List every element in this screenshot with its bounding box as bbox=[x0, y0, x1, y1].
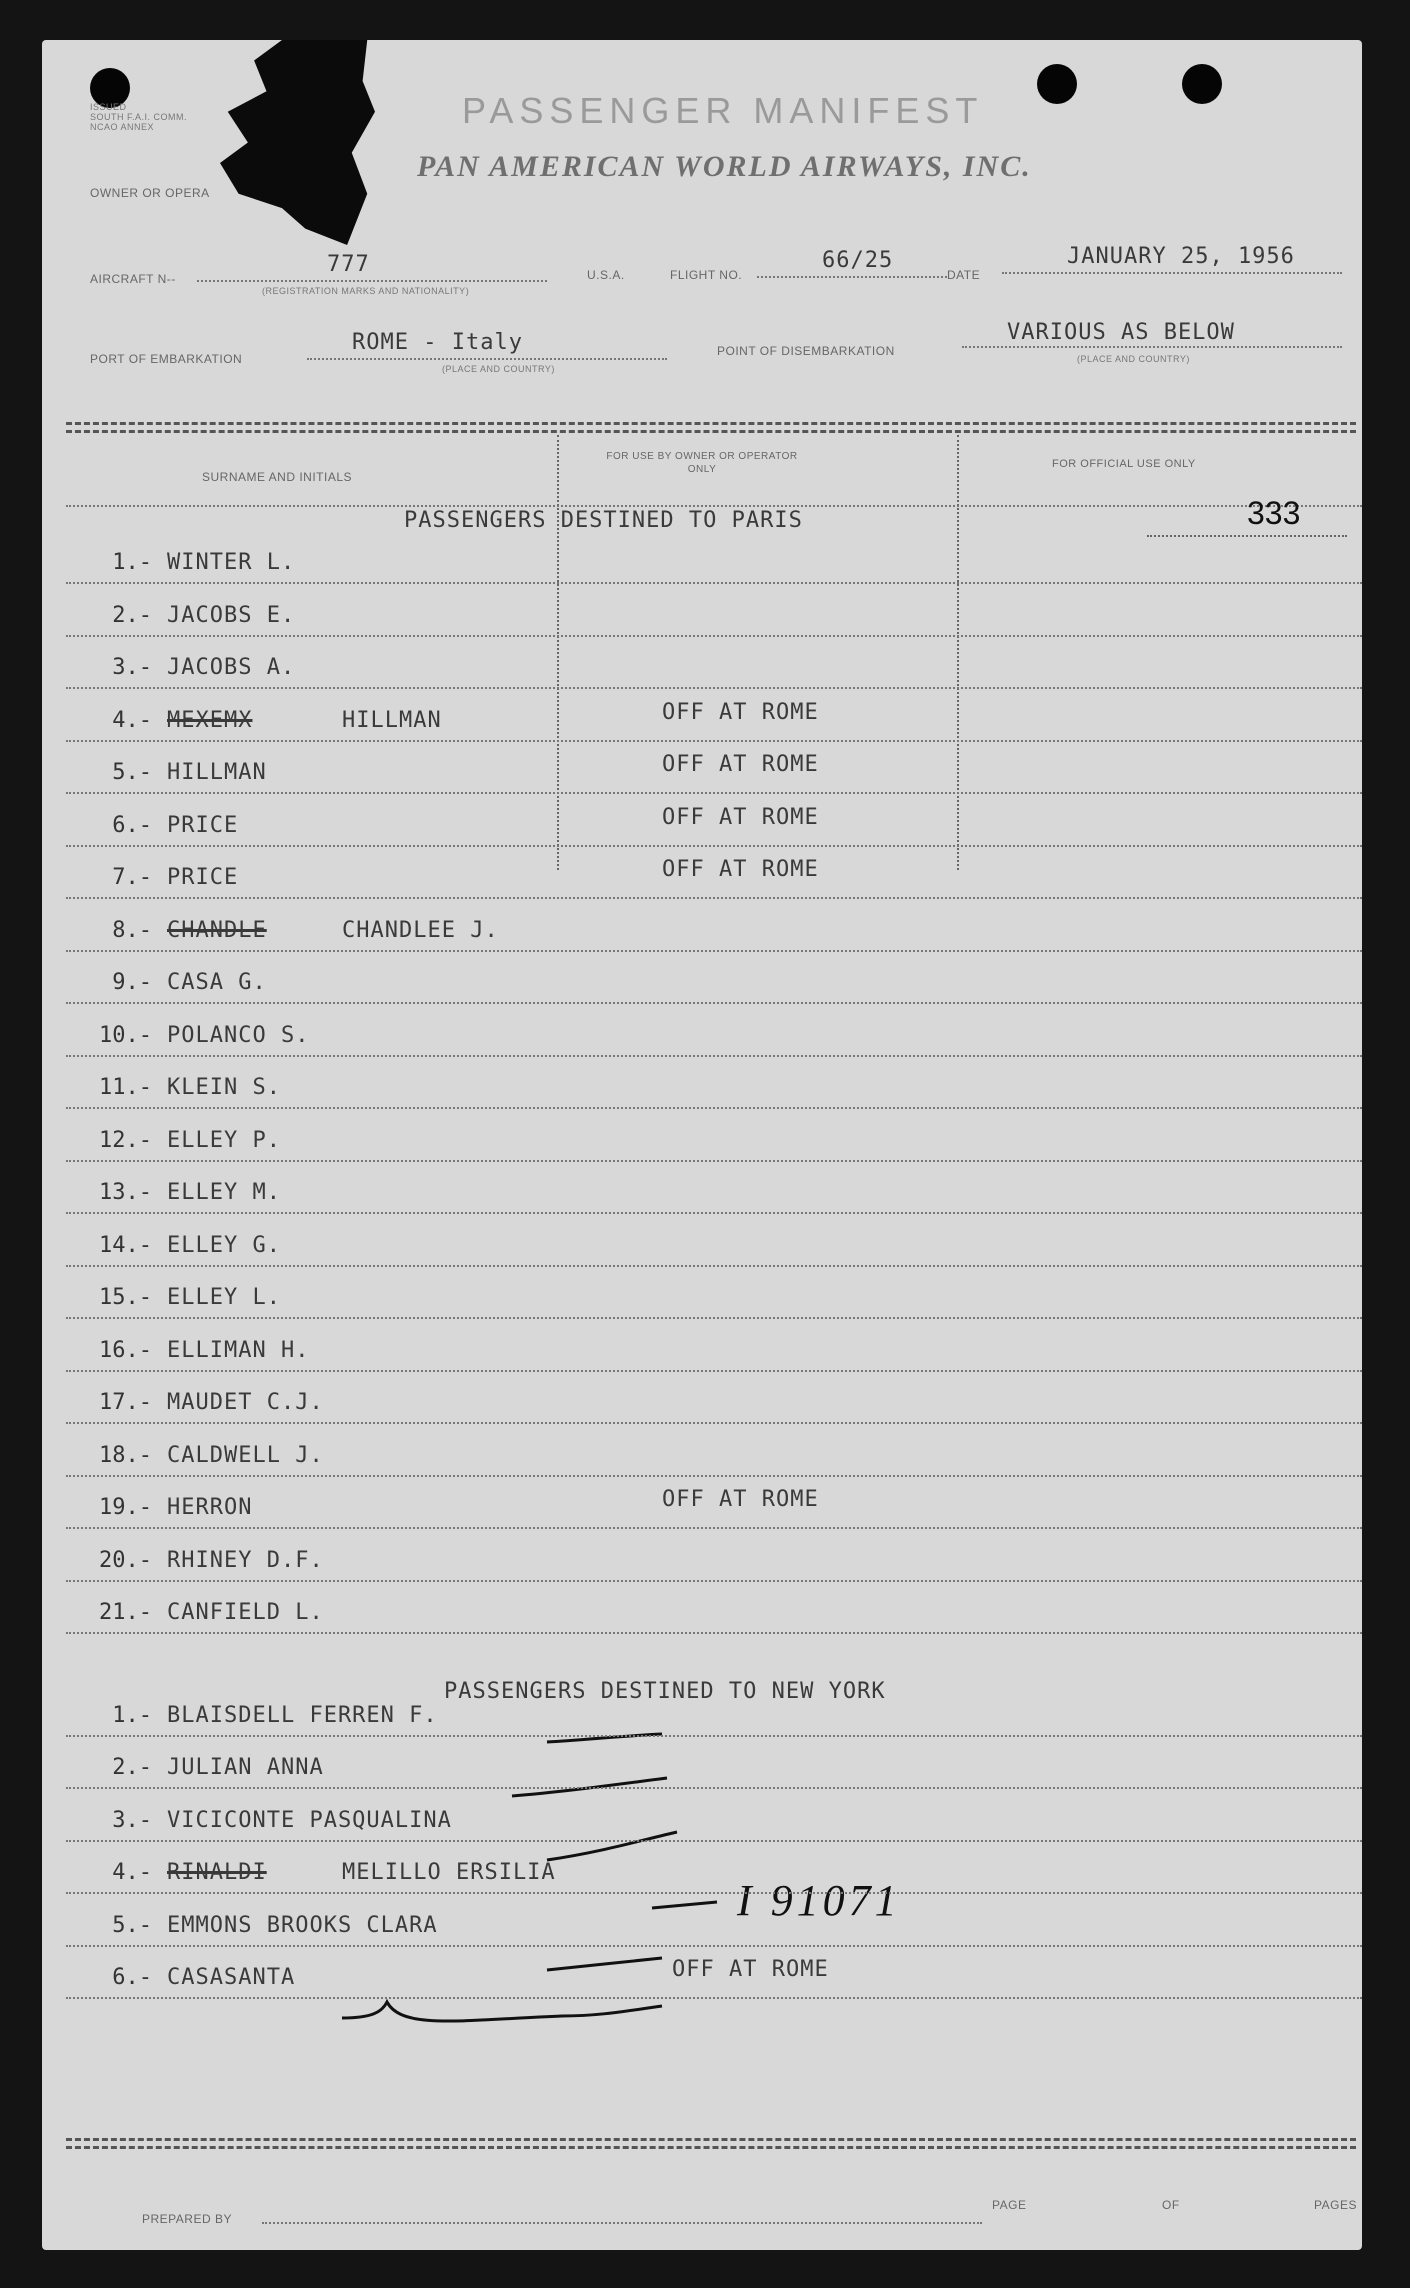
operator-note: OFF AT ROME bbox=[662, 699, 819, 725]
row-number: 3.- bbox=[112, 655, 152, 680]
struck-name: CHANDLE bbox=[167, 917, 267, 943]
passenger-name: CASA G. bbox=[167, 970, 267, 995]
operator-note: OFF AT ROME bbox=[662, 857, 819, 882]
embark-value: ROME - Italy bbox=[352, 330, 523, 355]
company-name: PAN AMERICAN WORLD AIRWAYS, INC. bbox=[417, 150, 1032, 183]
corner-line-2: SOUTH F.A.I. COMM. bbox=[90, 112, 188, 122]
disembark-sub: (PLACE AND COUNTRY) bbox=[1077, 354, 1190, 364]
operator-note: OFF AT ROME bbox=[662, 752, 819, 777]
row-number: 14.- bbox=[99, 1232, 152, 1258]
aircraft-value: 777 bbox=[327, 252, 370, 277]
owner-label: OWNER OR OPERA bbox=[90, 186, 210, 200]
column-header-official: FOR OFFICIAL USE ONLY bbox=[1052, 458, 1196, 470]
pages-label: PAGES bbox=[1314, 2198, 1357, 2212]
row-number: 6.- bbox=[112, 1965, 152, 1990]
aircraft-sub: (REGISTRATION MARKS AND NATIONALITY) bbox=[262, 286, 470, 296]
disembark-value: VARIOUS AS BELOW bbox=[1007, 320, 1235, 345]
row-number: 17.- bbox=[99, 1390, 152, 1415]
passenger-name: MELILLO ERSILIA bbox=[342, 1860, 556, 1885]
passenger-name: CALDWELL J. bbox=[167, 1442, 324, 1468]
passenger-name: HERRON bbox=[167, 1495, 253, 1520]
punch-hole-right bbox=[1182, 64, 1222, 104]
passenger-name: HILLMAN bbox=[167, 760, 267, 785]
date-label: DATE bbox=[947, 268, 981, 282]
row-number: 5.- bbox=[112, 1912, 152, 1938]
passenger-name: PRICE bbox=[167, 865, 239, 890]
column-header-owner: FOR USE BY OWNER OR OPERATOR ONLY bbox=[606, 451, 798, 475]
row-number: 19.- bbox=[99, 1495, 152, 1520]
official-use-number: 333 bbox=[1247, 495, 1301, 531]
passenger-name: VICICONTE PASQUALINA bbox=[167, 1807, 452, 1833]
passenger-name: CANFIELD L. bbox=[167, 1600, 324, 1625]
row-number: 21.- bbox=[99, 1600, 152, 1625]
struck-name: MEXEMX bbox=[167, 707, 253, 733]
operator-note: OFF AT ROME bbox=[672, 1957, 829, 1982]
row-number: 18.- bbox=[99, 1442, 152, 1468]
row-number: 2.- bbox=[112, 602, 152, 628]
page-label: PAGE bbox=[992, 2198, 1027, 2212]
date-value: JANUARY 25, 1956 bbox=[1067, 244, 1295, 269]
row-number: 20.- bbox=[99, 1547, 152, 1573]
of-label: OF bbox=[1162, 2198, 1180, 2212]
passenger-name: EMMONS BROOKS CLARA bbox=[167, 1912, 438, 1938]
operator-note: OFF AT ROME bbox=[662, 804, 819, 830]
passenger-name: ELLEY P. bbox=[167, 1127, 281, 1153]
row-number: 16.- bbox=[99, 1337, 152, 1363]
row-number: 2.- bbox=[112, 1755, 152, 1780]
row-number: 1.- bbox=[112, 550, 152, 575]
row-number: 12.- bbox=[99, 1127, 152, 1153]
passenger-name: JULIAN ANNA bbox=[167, 1755, 324, 1780]
row-number: 4.- bbox=[112, 1860, 152, 1885]
passenger-name: ELLEY L. bbox=[167, 1285, 281, 1310]
corner-line-3: NCAO ANNEX bbox=[90, 122, 155, 132]
passenger-name: RHINEY D.F. bbox=[167, 1547, 324, 1573]
row-number: 11.- bbox=[99, 1075, 152, 1100]
section-heading: PASSENGERS DESTINED TO NEW YORK bbox=[444, 1678, 886, 1704]
row-number: 10.- bbox=[99, 1022, 152, 1048]
passenger-name: JACOBS E. bbox=[167, 602, 296, 628]
passenger-name: KLEIN S. bbox=[167, 1075, 281, 1100]
row-number: 9.- bbox=[112, 970, 152, 995]
section-heading: PASSENGERS DESTINED TO PARIS bbox=[404, 508, 803, 533]
operator-note: OFF AT ROME bbox=[662, 1487, 819, 1512]
manifest-title: PASSENGER MANIFEST bbox=[462, 90, 984, 131]
corner-line-1: ISSUED bbox=[90, 102, 127, 112]
passenger-name: CHANDLEE J. bbox=[342, 917, 499, 943]
aircraft-label: AIRCRAFT N-- bbox=[90, 272, 176, 286]
passenger-name: MAUDET C.J. bbox=[167, 1390, 324, 1415]
flight-value: 66/25 bbox=[822, 248, 894, 273]
embark-label: PORT OF EMBARKATION bbox=[90, 352, 243, 366]
passenger-name: BLAISDELL FERREN F. bbox=[167, 1702, 438, 1728]
row-number: 13.- bbox=[99, 1180, 152, 1205]
row-number: 15.- bbox=[99, 1285, 152, 1310]
row-number: 8.- bbox=[112, 917, 152, 943]
row-number: 1.- bbox=[112, 1702, 152, 1728]
row-number: 4.- bbox=[112, 707, 152, 733]
handwritten-code: I 91071 bbox=[737, 1876, 901, 1925]
usa-label: U.S.A. bbox=[587, 268, 625, 282]
passenger-name: HILLMAN bbox=[342, 707, 442, 733]
prepared-by-label: PREPARED BY bbox=[142, 2212, 232, 2226]
disembark-label: POINT OF DISEMBARKATION bbox=[717, 344, 895, 358]
passenger-name: JACOBS A. bbox=[167, 655, 296, 680]
flight-label: FLIGHT NO. bbox=[670, 268, 743, 282]
row-number: 3.- bbox=[112, 1807, 152, 1833]
passenger-name: PRICE bbox=[167, 812, 239, 838]
passenger-name: WINTER L. bbox=[167, 550, 296, 575]
passenger-name: ELLIMAN H. bbox=[167, 1337, 310, 1363]
struck-name: RINALDI bbox=[167, 1860, 267, 1885]
passenger-name: CASASANTA bbox=[167, 1965, 296, 1990]
passenger-name: POLANCO S. bbox=[167, 1022, 310, 1048]
embark-sub: (PLACE AND COUNTRY) bbox=[442, 364, 555, 374]
row-number: 5.- bbox=[112, 760, 152, 785]
manifest-page bbox=[42, 40, 1362, 2250]
torn-corner bbox=[220, 40, 375, 245]
punch-hole-mid bbox=[1037, 64, 1077, 104]
passenger-name: ELLEY G. bbox=[167, 1232, 281, 1258]
passenger-name: ELLEY M. bbox=[167, 1180, 281, 1205]
row-number: 7.- bbox=[112, 865, 152, 890]
row-number: 6.- bbox=[112, 812, 152, 838]
column-header-names: SURNAME AND INITIALS bbox=[202, 470, 353, 484]
